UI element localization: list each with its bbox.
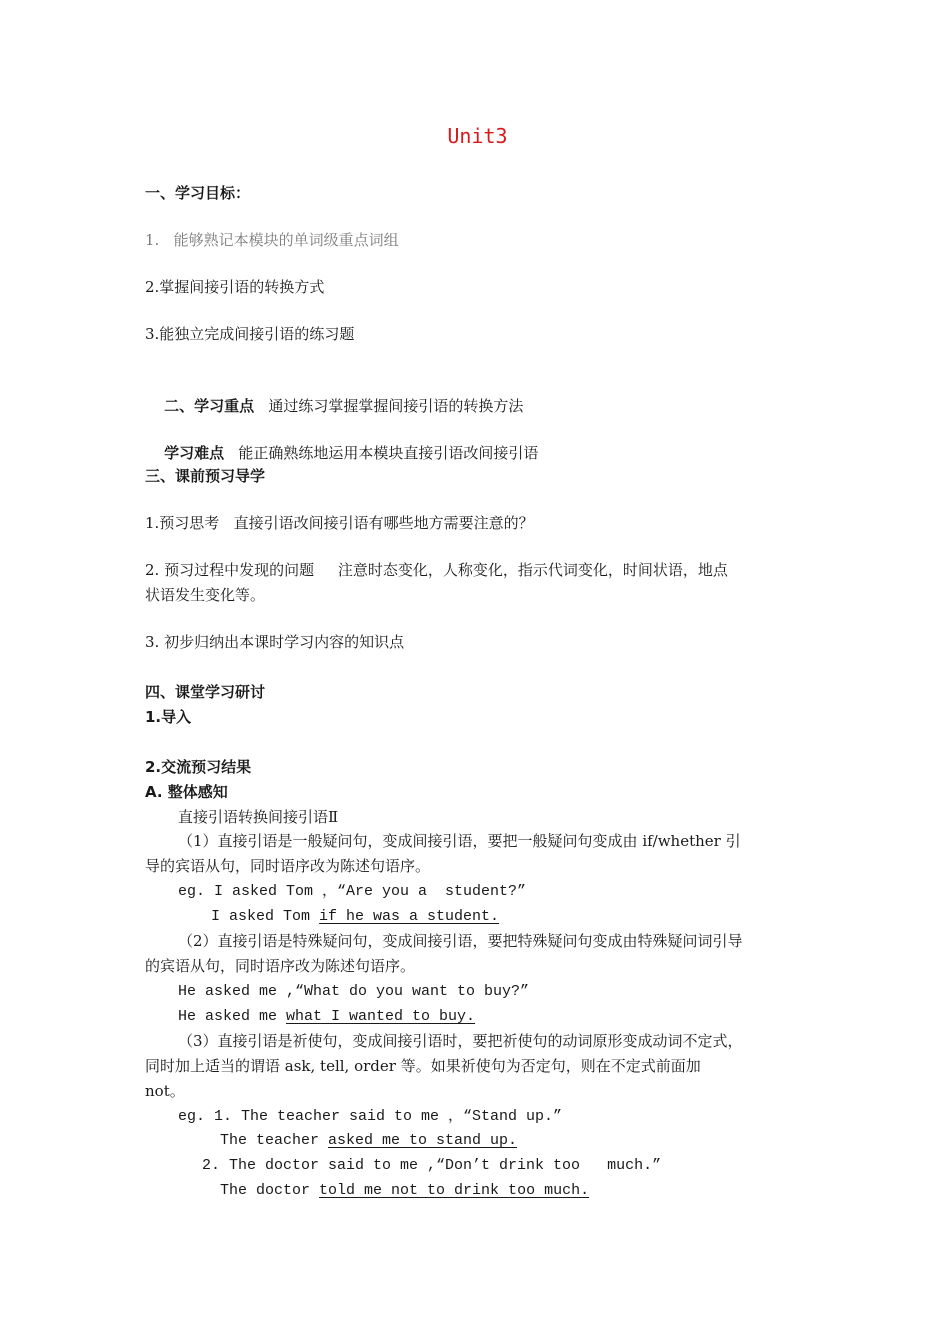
example-4-prefix: The doctor — [220, 1182, 320, 1199]
class-sub-intro: 1.导入 — [145, 708, 192, 726]
example-3-prefix: The teacher — [220, 1132, 329, 1149]
rule-3-line3: not。 — [145, 1082, 185, 1100]
key-points-label: 二、学习重点 — [164, 397, 255, 415]
rule-3-line1: （3）直接引语是祈使句，变成间接引语时，要把祈使句的动词原形变成动词不定式， — [178, 1032, 743, 1050]
section-heading-preview: 三、课前预习导学 — [145, 467, 266, 485]
preview-item-3: 3. 初步归纳出本课时学习内容的知识点 — [145, 633, 405, 651]
rule-2-line2: 的宾语从句，同时语序改为陈述句语序。 — [145, 957, 416, 975]
preview-item-2-line1: 2. 预习过程中发现的问题 注意时态变化，人称变化，指示代词变化，时间状语，地点 — [145, 561, 728, 579]
example-2-indirect — [178, 1004, 475, 1029]
section-heading-class: 四、课堂学习研讨 — [145, 683, 266, 701]
example-2-answer: what I wanted to buy. — [286, 1008, 476, 1025]
example-1-direct: eg. I asked Tom ，“Are you a student?” — [178, 883, 527, 900]
document-title: Unit3 — [447, 124, 508, 148]
example-4-direct: 2. The doctor said to me ,“Don’t drink too much.” — [202, 1157, 662, 1174]
example-3-direct: eg. 1. The teacher said to me ，“Stand up.” — [178, 1108, 563, 1125]
example-3-indirect — [220, 1128, 517, 1153]
difficulties-text: 能正确熟练地运用本模块直接引语改间接引语 — [238, 444, 539, 462]
goal-item-2: 2.掌握间接引语的转换方式 — [145, 278, 325, 296]
rule-3-line2: 同时加上适当的谓语 ask, tell, order 等。如果祈使句为否定句，则在不定式前面加 — [145, 1057, 701, 1075]
key-points-text: 通过练习掌握掌握间接引语的转换方法 — [268, 397, 524, 415]
class-sub-overall: A. 整体感知 — [145, 783, 228, 801]
difficulties-label: 学习难点 — [164, 444, 225, 462]
example-2-direct: He asked me ,“What do you want to buy?” — [178, 983, 530, 1000]
example-4-indirect — [220, 1178, 589, 1203]
example-2-prefix: He asked me — [178, 1008, 287, 1025]
grammar-intro: 直接引语转换间接引语Ⅱ — [178, 808, 339, 826]
section-heading-goals: 一、学习目标： — [145, 184, 251, 202]
example-3-answer: asked me to stand up. — [328, 1132, 518, 1149]
example-1-answer: if he was a student. — [319, 908, 500, 925]
rule-1-line1: （1）直接引语是一般疑问句，变成间接引语，要把一般疑问句变成由 if/whether 引 — [178, 832, 741, 850]
rule-2-line1: （2）直接引语是特殊疑问句，变成间接引语，要把特殊疑问句变成由特殊疑问词引导 — [178, 932, 743, 950]
preview-item-1: 1.预习思考 直接引语改间接引语有哪些地方需要注意的？ — [145, 514, 534, 532]
rule-1-line2: 导的宾语从句，同时语序改为陈述句语序。 — [145, 857, 431, 875]
goal-item-1: 1. 能够熟记本模块的单词级重点词组 — [145, 231, 399, 249]
example-1-prefix: I asked Tom — [211, 908, 320, 925]
example-1-indirect — [211, 904, 499, 929]
preview-item-2-line2: 状语发生变化等。 — [145, 586, 266, 604]
class-sub-exchange: 2.交流预习结果 — [145, 758, 252, 776]
example-4-answer: told me not to drink too much. — [319, 1182, 590, 1199]
goal-item-3: 3.能独立完成间接引语的练习题 — [145, 325, 355, 343]
